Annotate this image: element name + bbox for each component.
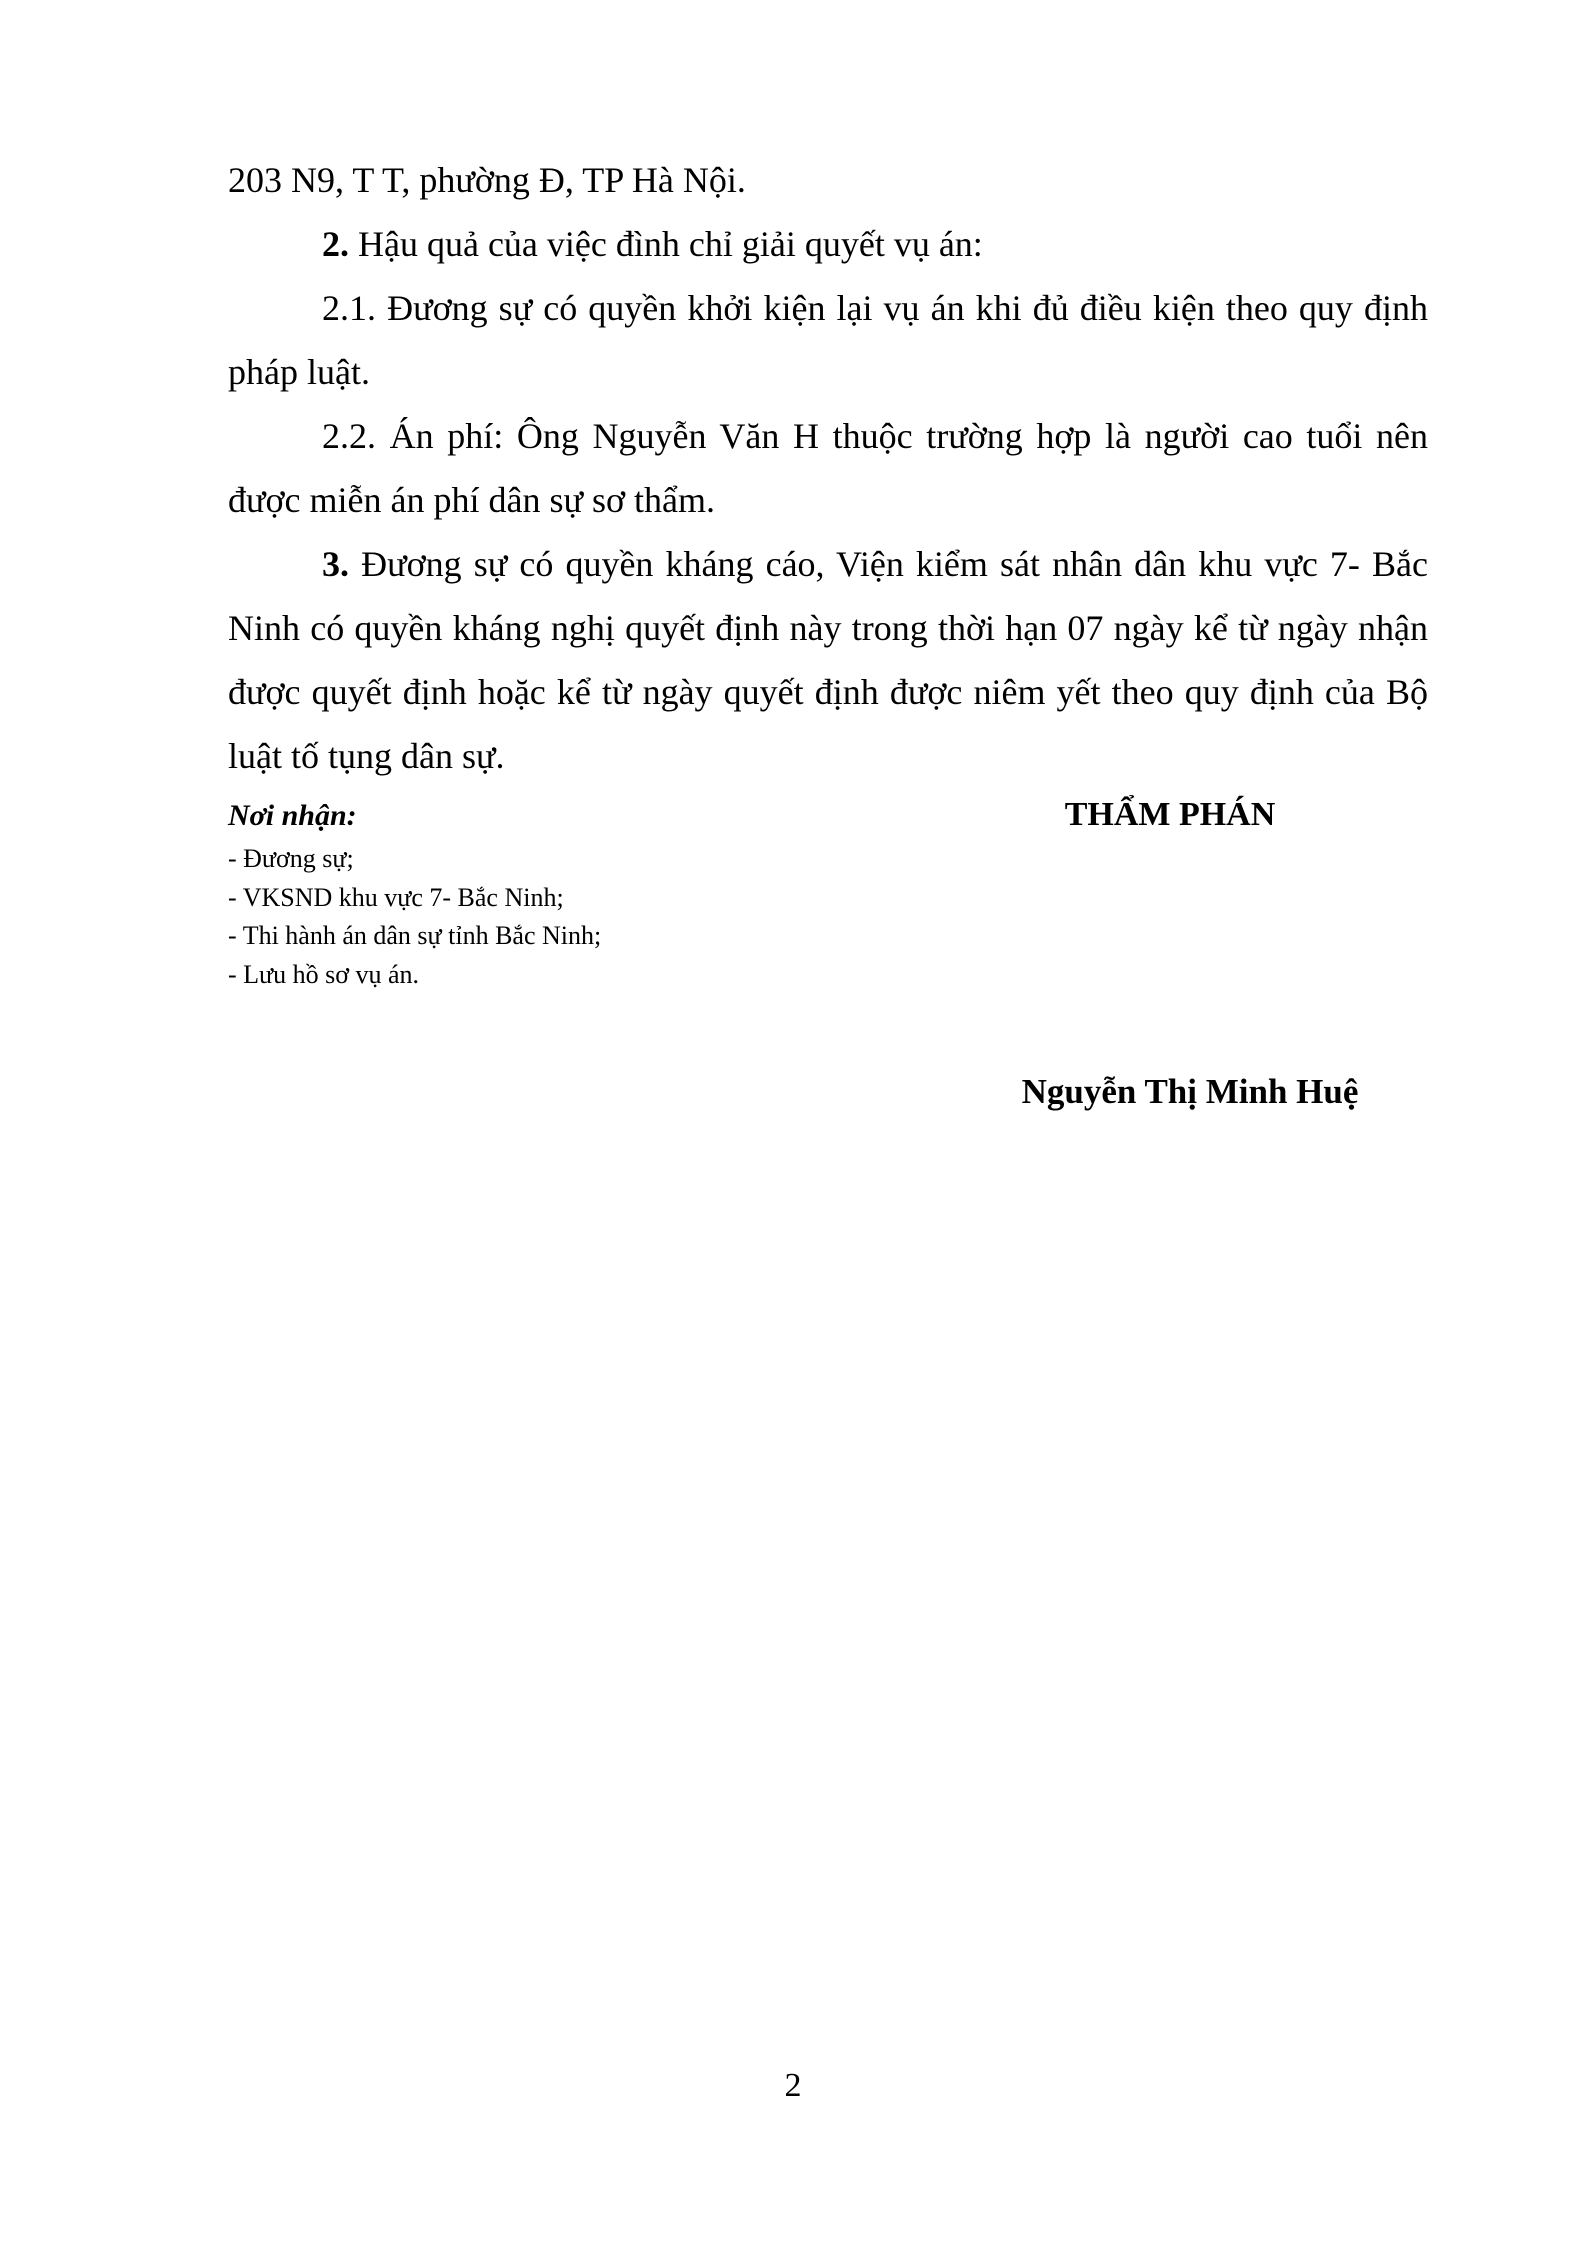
recipient-item: - VKSND khu vực 7- Bắc Ninh; [228, 882, 564, 912]
section-3-paragraph [228, 532, 1428, 788]
section-2-1-paragraph: 2.1. Đương sự có quyền khởi kiện lại vụ án khi đủ điều kiện theo quy định pháp luật. [228, 288, 1428, 392]
recipient-item: - Lưu hồ sơ vụ án. [228, 959, 420, 989]
section-2-text: Hậu quả của việc đình chỉ giải quyết vụ án: [349, 224, 983, 264]
document-body [228, 148, 1428, 788]
recipients-list [228, 840, 828, 994]
page-number: 2 [784, 2067, 802, 2104]
section-2-2-paragraph: 2.2. Án phí: Ông Nguyễn Văn H thuộc trường hợp là người cao tuổi nên được miễn án phí dân sự sơ thẩm. [228, 416, 1428, 520]
signer-title: THẨM PHÁN [1064, 796, 1276, 833]
section-2-number: 2. [322, 224, 349, 264]
recipients-title: Nơi nhận: [228, 799, 357, 832]
section-3-text: Đương sự có quyền kháng cáo, Viện kiểm sát nhân dân khu vực 7- Bắc Ninh có quyền kháng nghị quyết định này trong thời hạn 07 ngày kể từ ngày nhận được quyết định hoặc kể từ ngày quyết định được niêm yết theo quy định của Bộ luật tố tụng dân sự. [228, 544, 1428, 776]
recipients-block [228, 796, 828, 994]
section-2-heading [228, 212, 1428, 276]
address-line: 203 N9, T T, phường Đ, TP Hà Nội. [228, 160, 746, 200]
recipient-item: - Đương sự; [228, 844, 354, 873]
signer-name: Nguyễn Thị Minh Huệ [1021, 1072, 1359, 1111]
recipient-item: - Thi hành án dân sự tỉnh Bắc Ninh; [228, 921, 602, 950]
section-3-number: 3. [322, 544, 349, 584]
